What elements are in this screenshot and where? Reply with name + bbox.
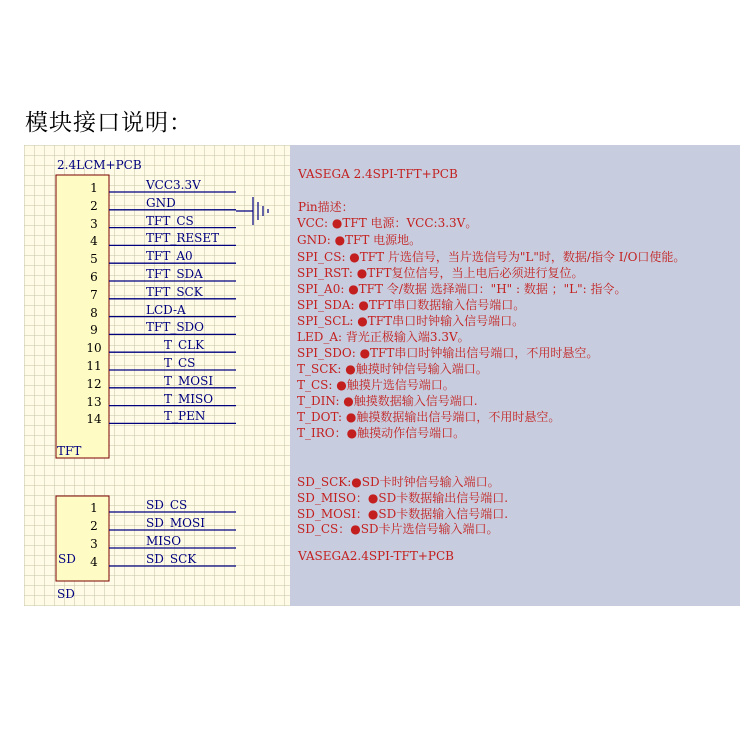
notes-footer: VASEGA2.4SPI-TFT+PCB — [298, 549, 454, 563]
note-line: SPI_CS: ●TFT 片选信号，当片选信号为"L"时，数据/指令 I/O口使能。 — [297, 250, 686, 264]
sd-note-line: SD_MOSI：●SD卡数据输入信号端口. — [297, 507, 509, 521]
tft-pin-number: 9 — [90, 323, 98, 338]
tft-pin-number: 1 — [90, 181, 98, 195]
sd-pin-name: SD_MOSI — [146, 516, 205, 530]
sd-pin-name: MISO — [146, 534, 182, 548]
tft-pin-name: TFT_SDO — [146, 320, 205, 335]
sd-body-label: SD — [58, 552, 76, 566]
tft-pin-number: 14 — [86, 412, 102, 427]
notes-title: VASEGA 2.4SPI-TFT+PCB — [298, 167, 458, 181]
sd-pin-number: 4 — [90, 555, 98, 569]
tft-pin-name: TFT_A0 — [146, 249, 193, 264]
tft-pin-name: TFT_CS — [146, 213, 194, 228]
tft-pin-name: T_MISO — [164, 391, 214, 406]
note-line: T_IRO：●触摸动作信号端口。 — [297, 426, 466, 440]
tft-pin-number: 3 — [90, 216, 98, 231]
sd-note-line: SD_MISO：●SD卡数据输出信号端口. — [297, 491, 509, 505]
sd-pin-name: SD_SCK — [146, 552, 197, 566]
tft-pin-number: 5 — [90, 252, 98, 267]
pin-description-heading: Pin描述： — [298, 200, 354, 214]
tft-pin-number: 7 — [90, 287, 98, 302]
note-line: LED_A: 背光正极输入端3.3V。 — [297, 330, 470, 344]
sd-pin-number: 3 — [90, 537, 98, 551]
tft-pin-name: TFT_SDA — [146, 267, 203, 281]
note-line: T_CS: ●触摸片选信号端口。 — [297, 378, 455, 392]
tft-pin-name: TFT_RESET — [146, 231, 220, 246]
tft-pin-number: 6 — [90, 270, 98, 284]
tft-pin-name: TFT_SCK — [146, 284, 203, 299]
tft-designator: TFT — [57, 444, 82, 458]
sd-pin-number: 1 — [90, 501, 98, 515]
tft-pin-name: T_CS — [164, 356, 196, 370]
note-line: SPI_SDA: ●TFT串口数据输入信号端口。 — [297, 298, 526, 312]
tft-pin-name: GND — [146, 195, 176, 210]
tft-pin-number: 10 — [86, 341, 102, 356]
tft-pin-number: 4 — [90, 234, 98, 249]
note-line: T_DIN: ●触摸数据输入信号端口. — [297, 394, 478, 408]
tft-pin-name: T_MOSI — [164, 373, 214, 388]
tft-pin-number: 11 — [86, 359, 102, 373]
sd-pin-number: 2 — [90, 519, 98, 533]
tft-pin-number: 13 — [86, 394, 102, 409]
tft-pin-number: 8 — [90, 305, 98, 320]
note-line: VCC: ●TFT 电源：VCC:3.3V。 — [297, 216, 478, 230]
sd-pin-name: SD_CS — [146, 498, 188, 512]
note-line: T_DOT: ●触摸数据输出信号端口，不用时悬空。 — [297, 410, 561, 424]
note-line: GND: ●TFT 电源地。 — [297, 233, 422, 247]
tft-pin-name: LCD-A — [146, 302, 186, 317]
sd-note-line: SD_SCK:●SD卡时钟信号输入端口。 — [297, 475, 500, 489]
tft-part-name: 2.4LCM+PCB — [57, 158, 142, 172]
note-line: SPI_SCL: ●TFT串口时钟输入信号端口。 — [297, 314, 525, 328]
tft-pin-name: T_CLK — [164, 338, 205, 353]
tft-pin-name: T_PEN — [164, 409, 206, 424]
note-line: SPI_RST: ●TFT复位信号，当上电后必须进行复位。 — [297, 266, 584, 280]
note-line: SPI_SDO: ●TFT串口时钟输出信号端口，不用时悬空。 — [297, 346, 599, 360]
tft-pin-name: VCC3.3V — [146, 178, 201, 192]
sd-designator: SD — [57, 587, 75, 601]
note-line: T_SCK: ●触摸时钟信号输入端口。 — [297, 362, 488, 376]
section-heading: 模块接口说明： — [25, 110, 193, 136]
note-line: SPI_A0: ●TFT 令/数据 选择端口："H" : 数据 ；"L": 指令。 — [297, 282, 627, 296]
sd-note-line: SD_CS：●SD卡片选信号输入端口。 — [297, 522, 499, 536]
tft-pin-number: 12 — [86, 376, 102, 391]
tft-pin-number: 2 — [90, 198, 98, 213]
ground-symbol — [236, 197, 268, 225]
